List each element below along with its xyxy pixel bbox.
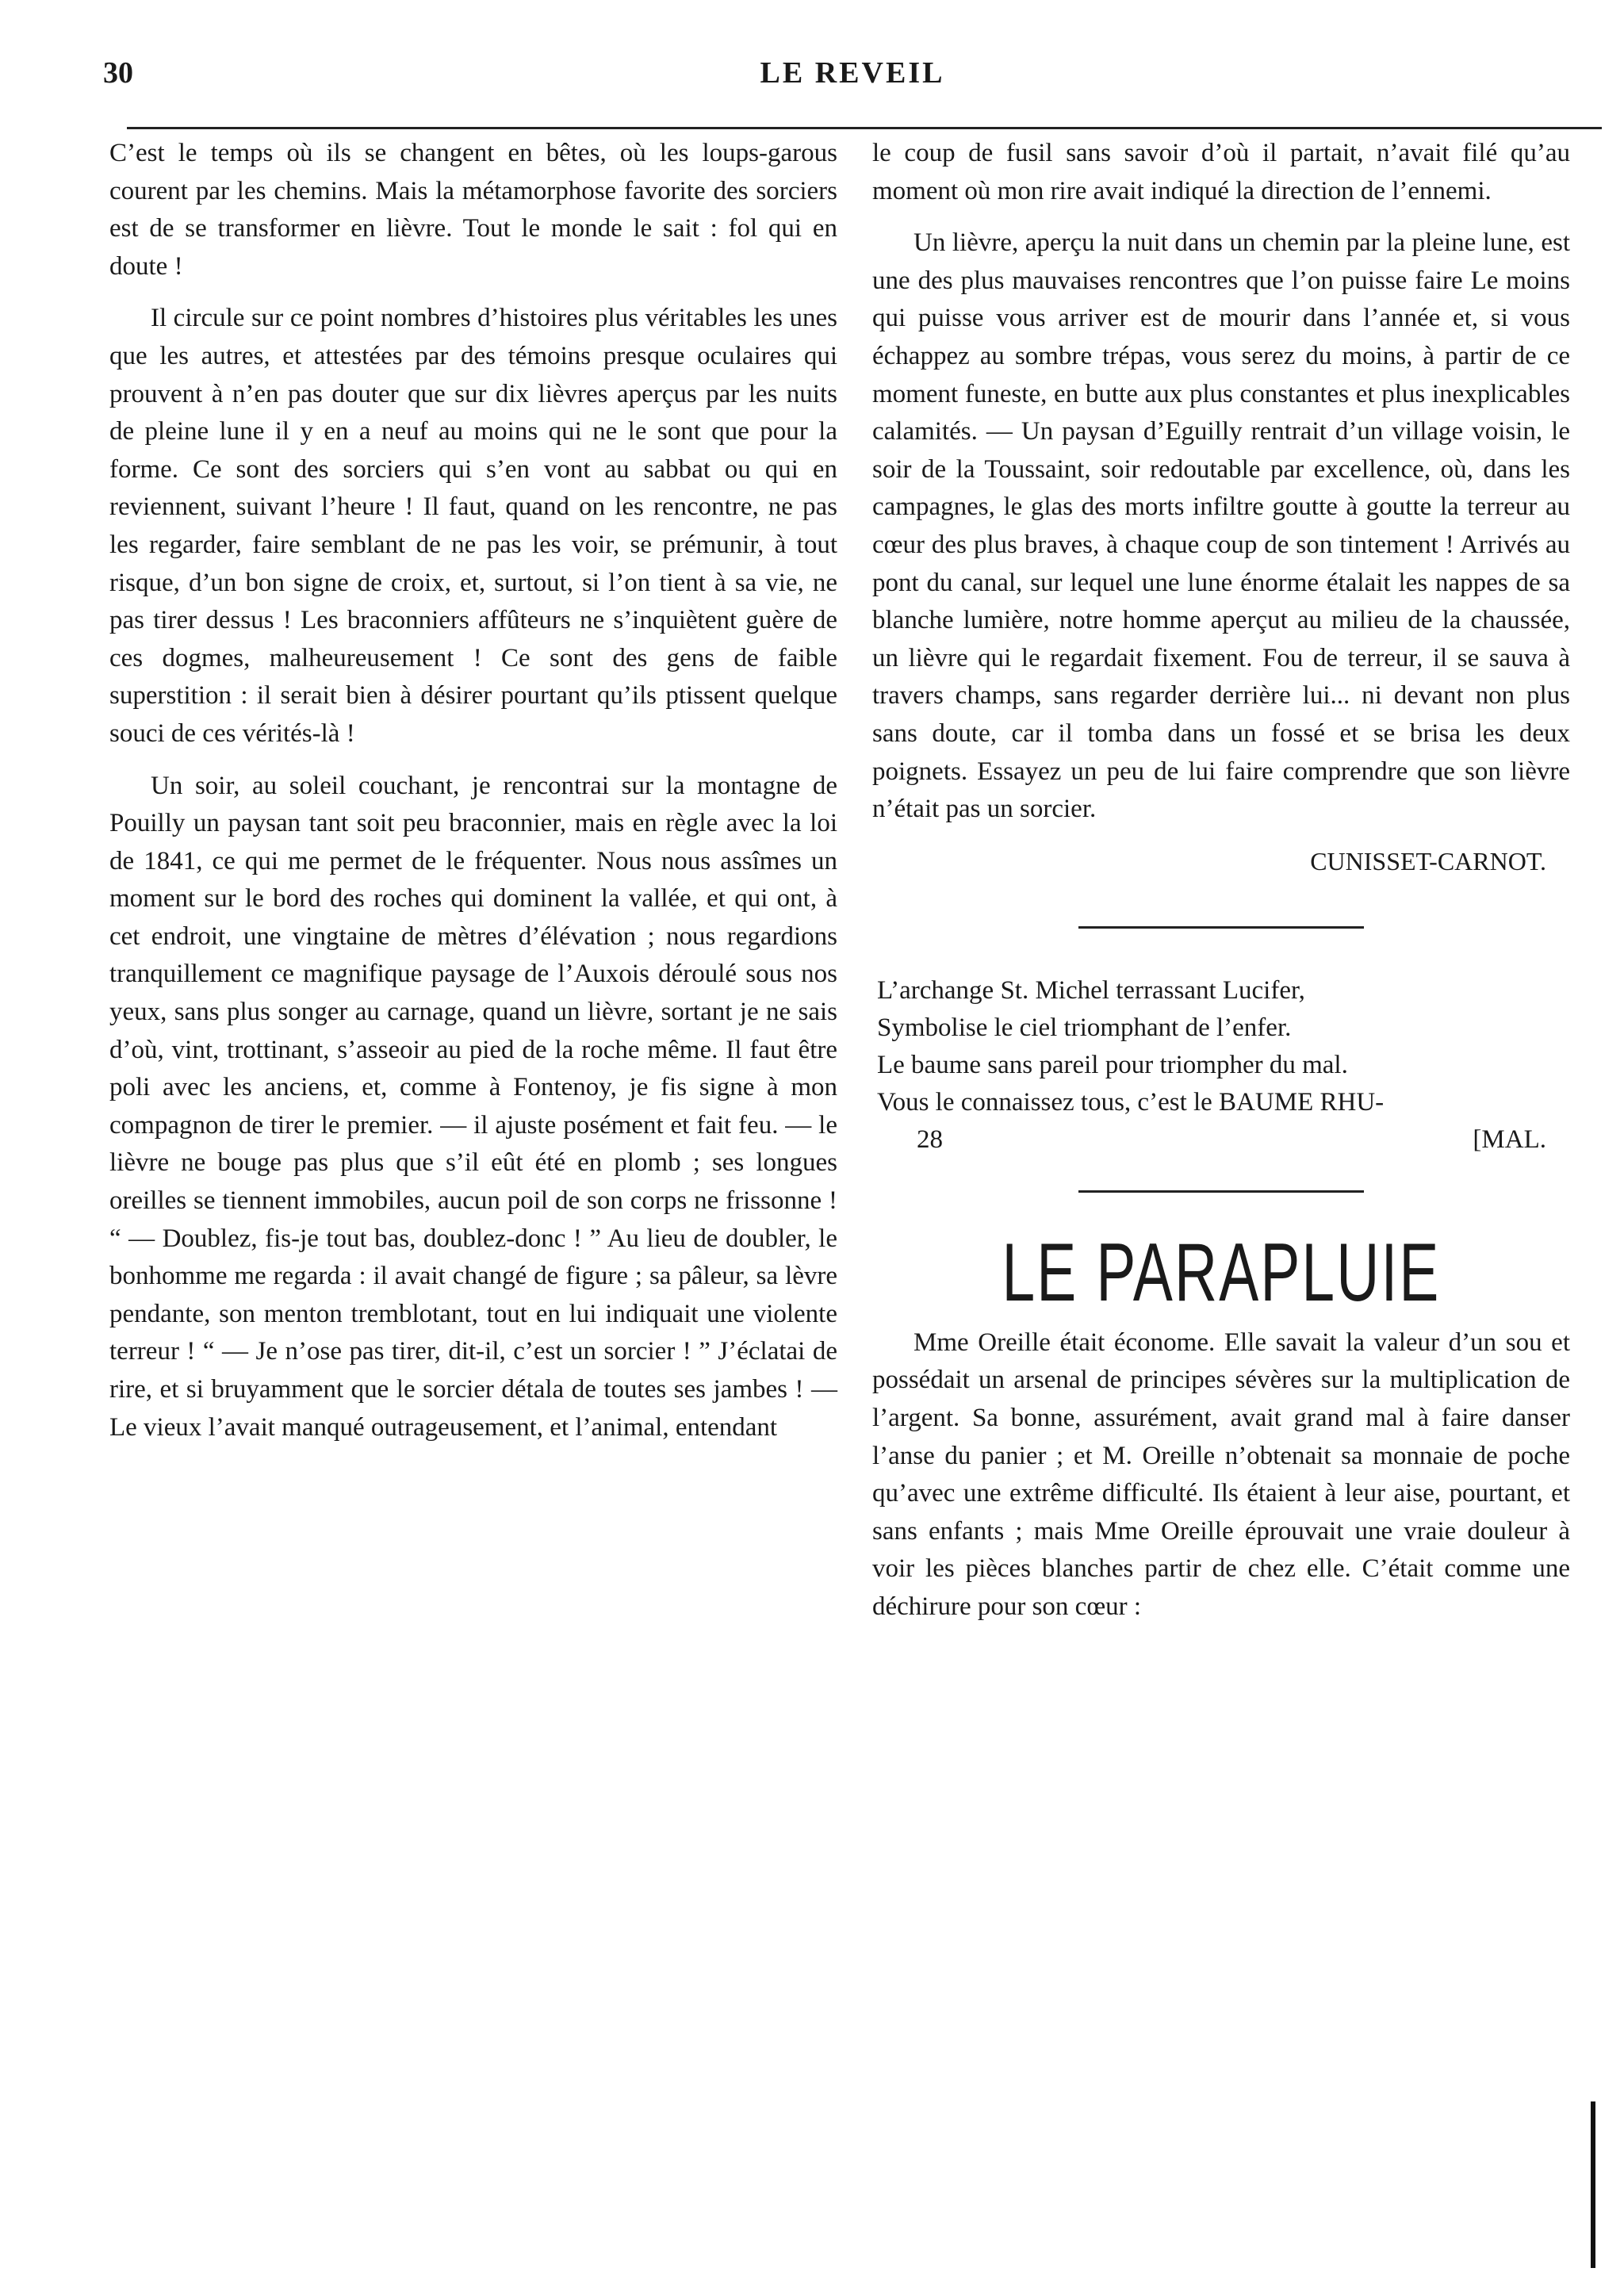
verse-line: Symbolise le ciel triomphant de l’enfer.: [877, 1013, 1292, 1043]
paragraph: Mme Oreille était économe. Elle savait la valeur d’un sou et possédait un arsenal de principes sévères sur la multiplication de l’argent. Sa bonne, assurément, avait grand mal à faire danser l’anse du panier ; et M. Oreille n’obtenait sa monnaie de poche qu’avec une extrême difficulté. Ils étaient à leur aise, pourtant, et sans enfants ; mais Mme Oreille éprouvait une vraie douleur à voir les pièces blanches partir de chez elle. C’était comme une déchirure pour son cœur :: [872, 1327, 1570, 1622]
paragraph: Un lièvre, aperçu la nuit dans un chemin par la pleine lune, est une des plus mauvaises rencontres que l’on puisse faire Le moins qui puisse vous arriver est de mourir dans l’année et, si vous échappez au sombre trépas, vous serez du moins, à partir de ce moment funeste, en butte aux plus constantes et plus inexplicables calamités. — Un paysan d’Eguilly rentrait d’un village voisin, le soir de la Toussaint, soir redoutable par excellence, où, dans les campagnes, le glas des morts infiltre goutte à goutte la terreur au cœur des plus braves, à chaque coup de son tintement ! Arrivés au pont du canal, sur lequel une lune énorme étalait les nappes de sa blanche lumière, notre homme aperçut au milieu de la chaussée, un lièvre qui le regardait fixement. Fou de terreur, il se sauva à travers champs, sans regarder derrière lui... ni devant non plus sans doute, car il tomba dans un fossé et se brisa les deux poignets. Essayez un peu de lui faire comprendre que son lièvre n’était pas un sorcier.: [872, 228, 1570, 824]
paragraph: le coup de fusil sans savoir d’où il partait, n’avait filé qu’au moment où mon rire avait indiqué la direction de l’ennemi.: [872, 139, 1570, 205]
journal-title: LE REVEIL: [760, 56, 945, 90]
verse-last-row: [877, 1121, 1570, 1159]
right-column: [872, 135, 1570, 1641]
paragraph: Il circule sur ce point nombres d’histoires plus véritables les unes que les autres, et attestées par des témoins presque oculaires qui prouvent à n’en pas douter que sur dix lièvres aperçus par les nuits de pleine lune il y en a neuf au moins qui ne le sont que pour la forme. Ce sont des sorciers qui s’en vont au sabbat ou qui en reviennent, suivant l’heure ! Il faut, quand on les rencontre, ne pas les regarder, faire semblant de ne pas les voir, se prémunir, à tout risque, d’un bon signe de croix, et, surtout, si l’on tient à sa vie, ne pas tirer dessus ! Les braconniers affûteurs ne s’inquiètent guère de ces dogmes, malheureusement ! Ce sont des gens de faible superstition : il serait bien à désirer pourtant qu’ils ptissent quelque souci de ces vérités-là !: [109, 304, 837, 748]
margin-bar: [1591, 2101, 1595, 2268]
left-column: [109, 135, 837, 1461]
article-title: LE PARAPLUIE: [1002, 1227, 1441, 1320]
section-divider: [1078, 926, 1364, 929]
advert-number: 28: [917, 1125, 943, 1155]
paragraph: Un soir, au soleil couchant, je rencontrai sur la montagne de Pouilly un paysan tant soit peu braconnier, mais en règle avec la loi de 1841, ce qui me permet de le fréquenter. Nous nous assîmes un moment sur le bord des roches qui dominent la vallée, et qui ont, à cet endroit, une vingtaine de mètres d’élévation ; nous regardions tranquillement ce magnifique paysage de l’Auxois déroulé sous nos yeux, sans plus songer au carnage, quand un lièvre, sortant je ne sais d’où, vint, trottinant, s’asseoir au pied de la roche même. Il faut être poli avec les anciens, et, comme à Fontenoy, je fis signe à mon compagnon de tirer le premier. — il ajuste posément et fait feu. — le lièvre ne bouge pas plus que s’il eût été en plomb ; ses longues oreilles se tiennent immobiles, aucun poil de son corps ne frissonne ! “ — Doublez, fis-je tout bas, doublez-donc ! ” Au lieu de doubler, le bonhomme me regarda : il avait changé de figure ; sa pâleur, sa lèvre pendante, son menton tremblotant, tout en lui indiquait une violente terreur ! “ — Je n’ose pas tirer, dit-il, c’est un sorcier ! ” J’éclatai de rire, et si bruyamment que le sorcier détala de toutes ses jambes ! — Le vieux l’avait manqué outrageusement, et l’animal, entendant: [109, 771, 837, 1442]
verse-line: Vous le connaissez tous, c’est le BAUME RHU-: [877, 1088, 1385, 1117]
verse-line: L’archange St. Michel terrassant Lucifer,: [877, 976, 1305, 1006]
author-signature: CUNISSET-CARNOT.: [1310, 846, 1546, 875]
page-number: 30: [103, 56, 133, 90]
verse-tail: [MAL.: [1473, 1125, 1546, 1155]
section-divider: [1078, 1190, 1364, 1193]
paragraph: C’est le temps où ils se changent en bêtes, où les loups-garous courent par les chemins. Mais la métamorphose favorite des sorciers est de se transformer en lièvre. Tout le monde le sait : fol qui en doute !: [109, 139, 837, 281]
advert-verse: [877, 972, 1570, 1159]
page-header: [103, 56, 1602, 111]
header-rule: [127, 127, 1602, 129]
verse-line: Le baume sans pareil pour triompher du mal.: [877, 1051, 1348, 1080]
